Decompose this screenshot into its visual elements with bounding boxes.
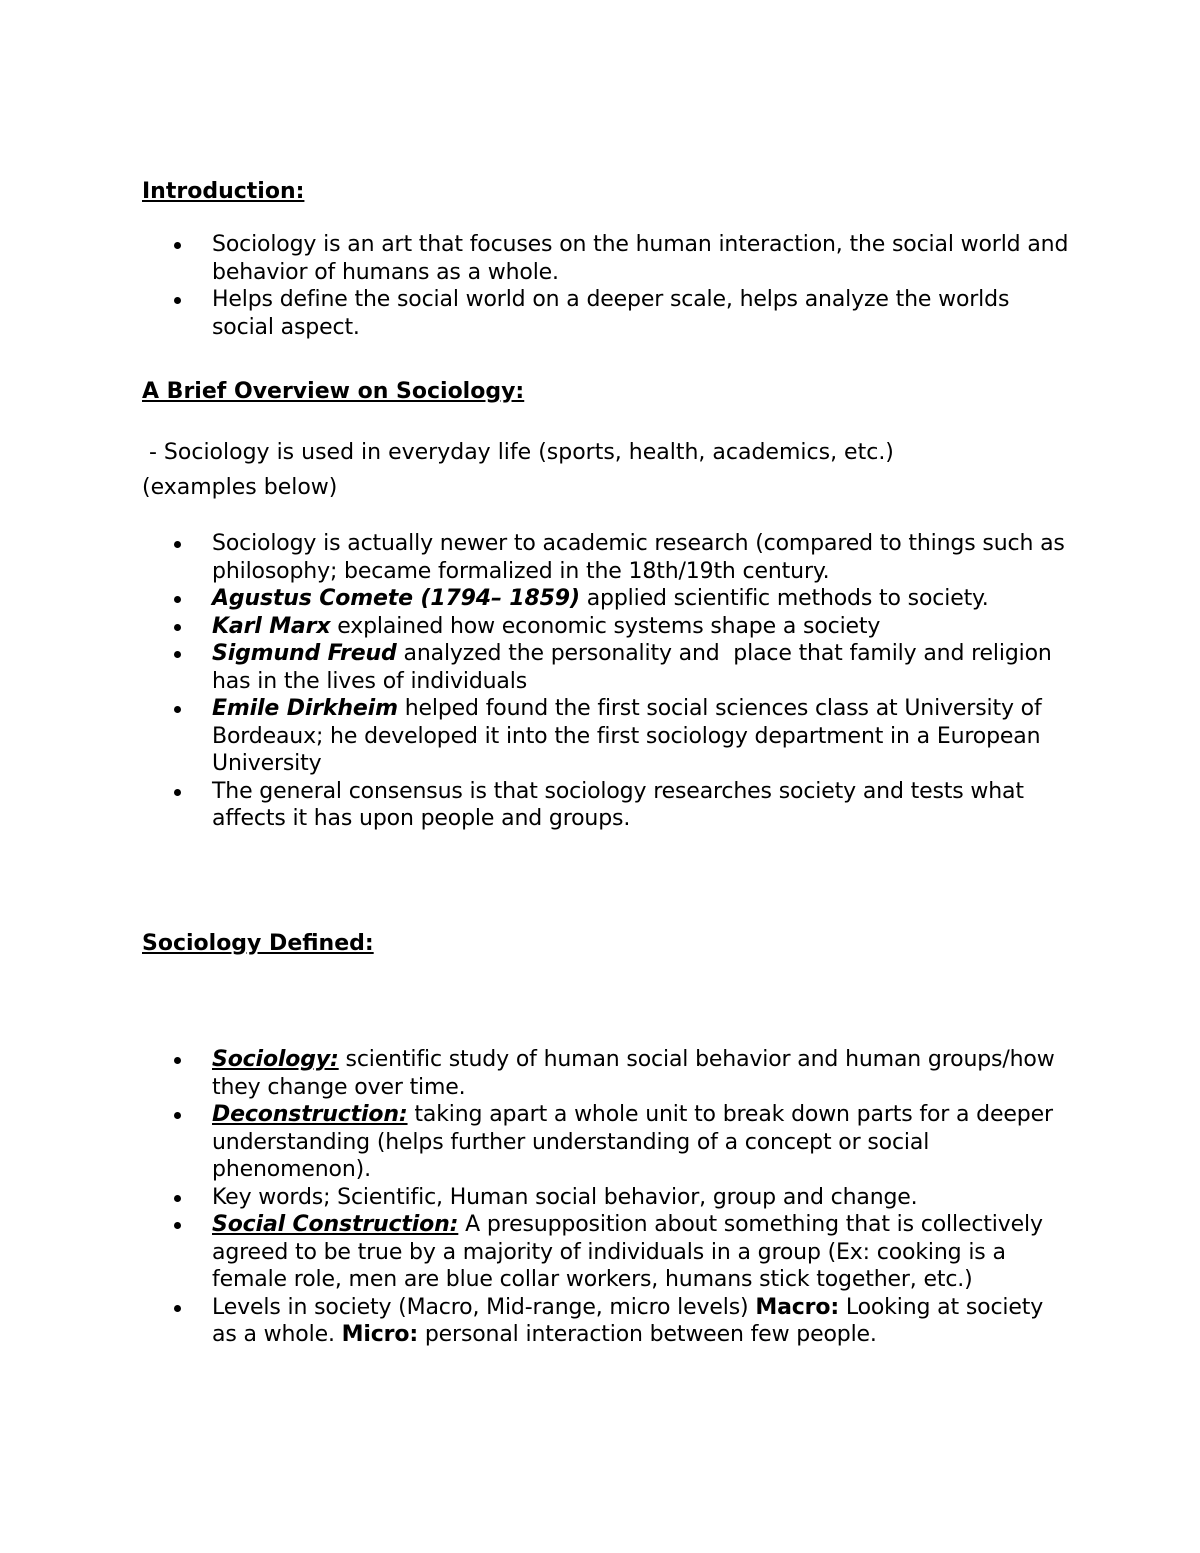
list-item: The general consensus is that sociology researches society and tests what affects it has upon people and groups. <box>142 778 1072 833</box>
list-item: Agustus Comete (1794– 1859) applied scientific methods to society. <box>142 585 1072 613</box>
bullet-icon <box>174 789 181 796</box>
bullet-icon <box>174 242 181 249</box>
list-item: Sociology is actually newer to academic research (compared to things such as philosophy; became formalized in the 18th/19th century. <box>142 530 1072 585</box>
introduction-heading: Introduction: <box>142 179 305 204</box>
list-item: Sociology: scientific study of human social behavior and human groups/how they change over time. <box>142 1046 1072 1101</box>
bullet-icon <box>174 1305 181 1312</box>
overview-examples-line: (examples below) <box>142 475 338 500</box>
bullet-icon <box>174 596 181 603</box>
overview-heading: A Brief Overview on Sociology: <box>142 379 525 404</box>
bullet-icon <box>174 624 181 631</box>
defined-heading: Sociology Defined: <box>142 931 374 956</box>
list-item: Sigmund Freud analyzed the personality and place that family and religion has in the lives of individuals <box>142 640 1072 695</box>
micro-label: Micro: <box>341 1322 418 1347</box>
list-item: Levels in society (Macro, Mid-range, micro levels) Macro: Looking at society as a whole. Micro: personal interaction between few people. <box>142 1294 1072 1349</box>
person-name: Emile Dirkheim <box>212 696 398 721</box>
overview-dash-line: - Sociology is used in everyday life (sports, health, academics, etc.) <box>142 440 894 465</box>
bullet-icon <box>174 541 181 548</box>
bullet-icon <box>174 297 181 304</box>
person-name: Sigmund Freud <box>212 641 397 666</box>
bullet-icon <box>174 1112 181 1119</box>
list-item: Emile Dirkheim helped found the first social sciences class at University of Bordeaux; he developed it into the first sociology department in a European University <box>142 695 1072 778</box>
list-item: Karl Marx explained how economic systems shape a society <box>142 613 1072 641</box>
overview-list <box>142 530 1072 833</box>
macro-label: Macro: <box>755 1294 839 1320</box>
list-item: Deconstruction: taking apart a whole unit to break down parts for a deeper understanding (helps further understanding of a concept or social phenomenon). <box>142 1101 1072 1184</box>
person-name: Karl Marx <box>212 613 331 639</box>
bullet-icon <box>174 1057 181 1064</box>
person-name: Agustus Comete (1794– 1859) <box>212 586 580 611</box>
list-item: Helps define the social world on a deeper scale, helps analyze the worlds social aspect. <box>142 286 1072 341</box>
term-label: Social Construction: <box>212 1212 459 1237</box>
bullet-icon <box>174 706 181 713</box>
term-label: Deconstruction: <box>212 1102 408 1127</box>
defined-list <box>142 1046 1072 1349</box>
term-label: Sociology: <box>212 1047 339 1072</box>
bullet-icon <box>174 651 181 658</box>
list-item: Sociology is an art that focuses on the human interaction, the social world and behavior of humans as a whole. <box>142 231 1072 286</box>
introduction-list <box>142 231 1072 341</box>
bullet-icon <box>174 1195 181 1202</box>
bullet-icon <box>174 1222 181 1229</box>
list-item: Key words; Scientific, Human social behavior, group and change. <box>142 1184 1072 1212</box>
list-item: Social Construction: A presupposition about something that is collectively agreed to be true by a majority of individuals in a group (Ex: cooking is a female role, men are blue collar workers, humans stick together, etc.) <box>142 1211 1072 1294</box>
